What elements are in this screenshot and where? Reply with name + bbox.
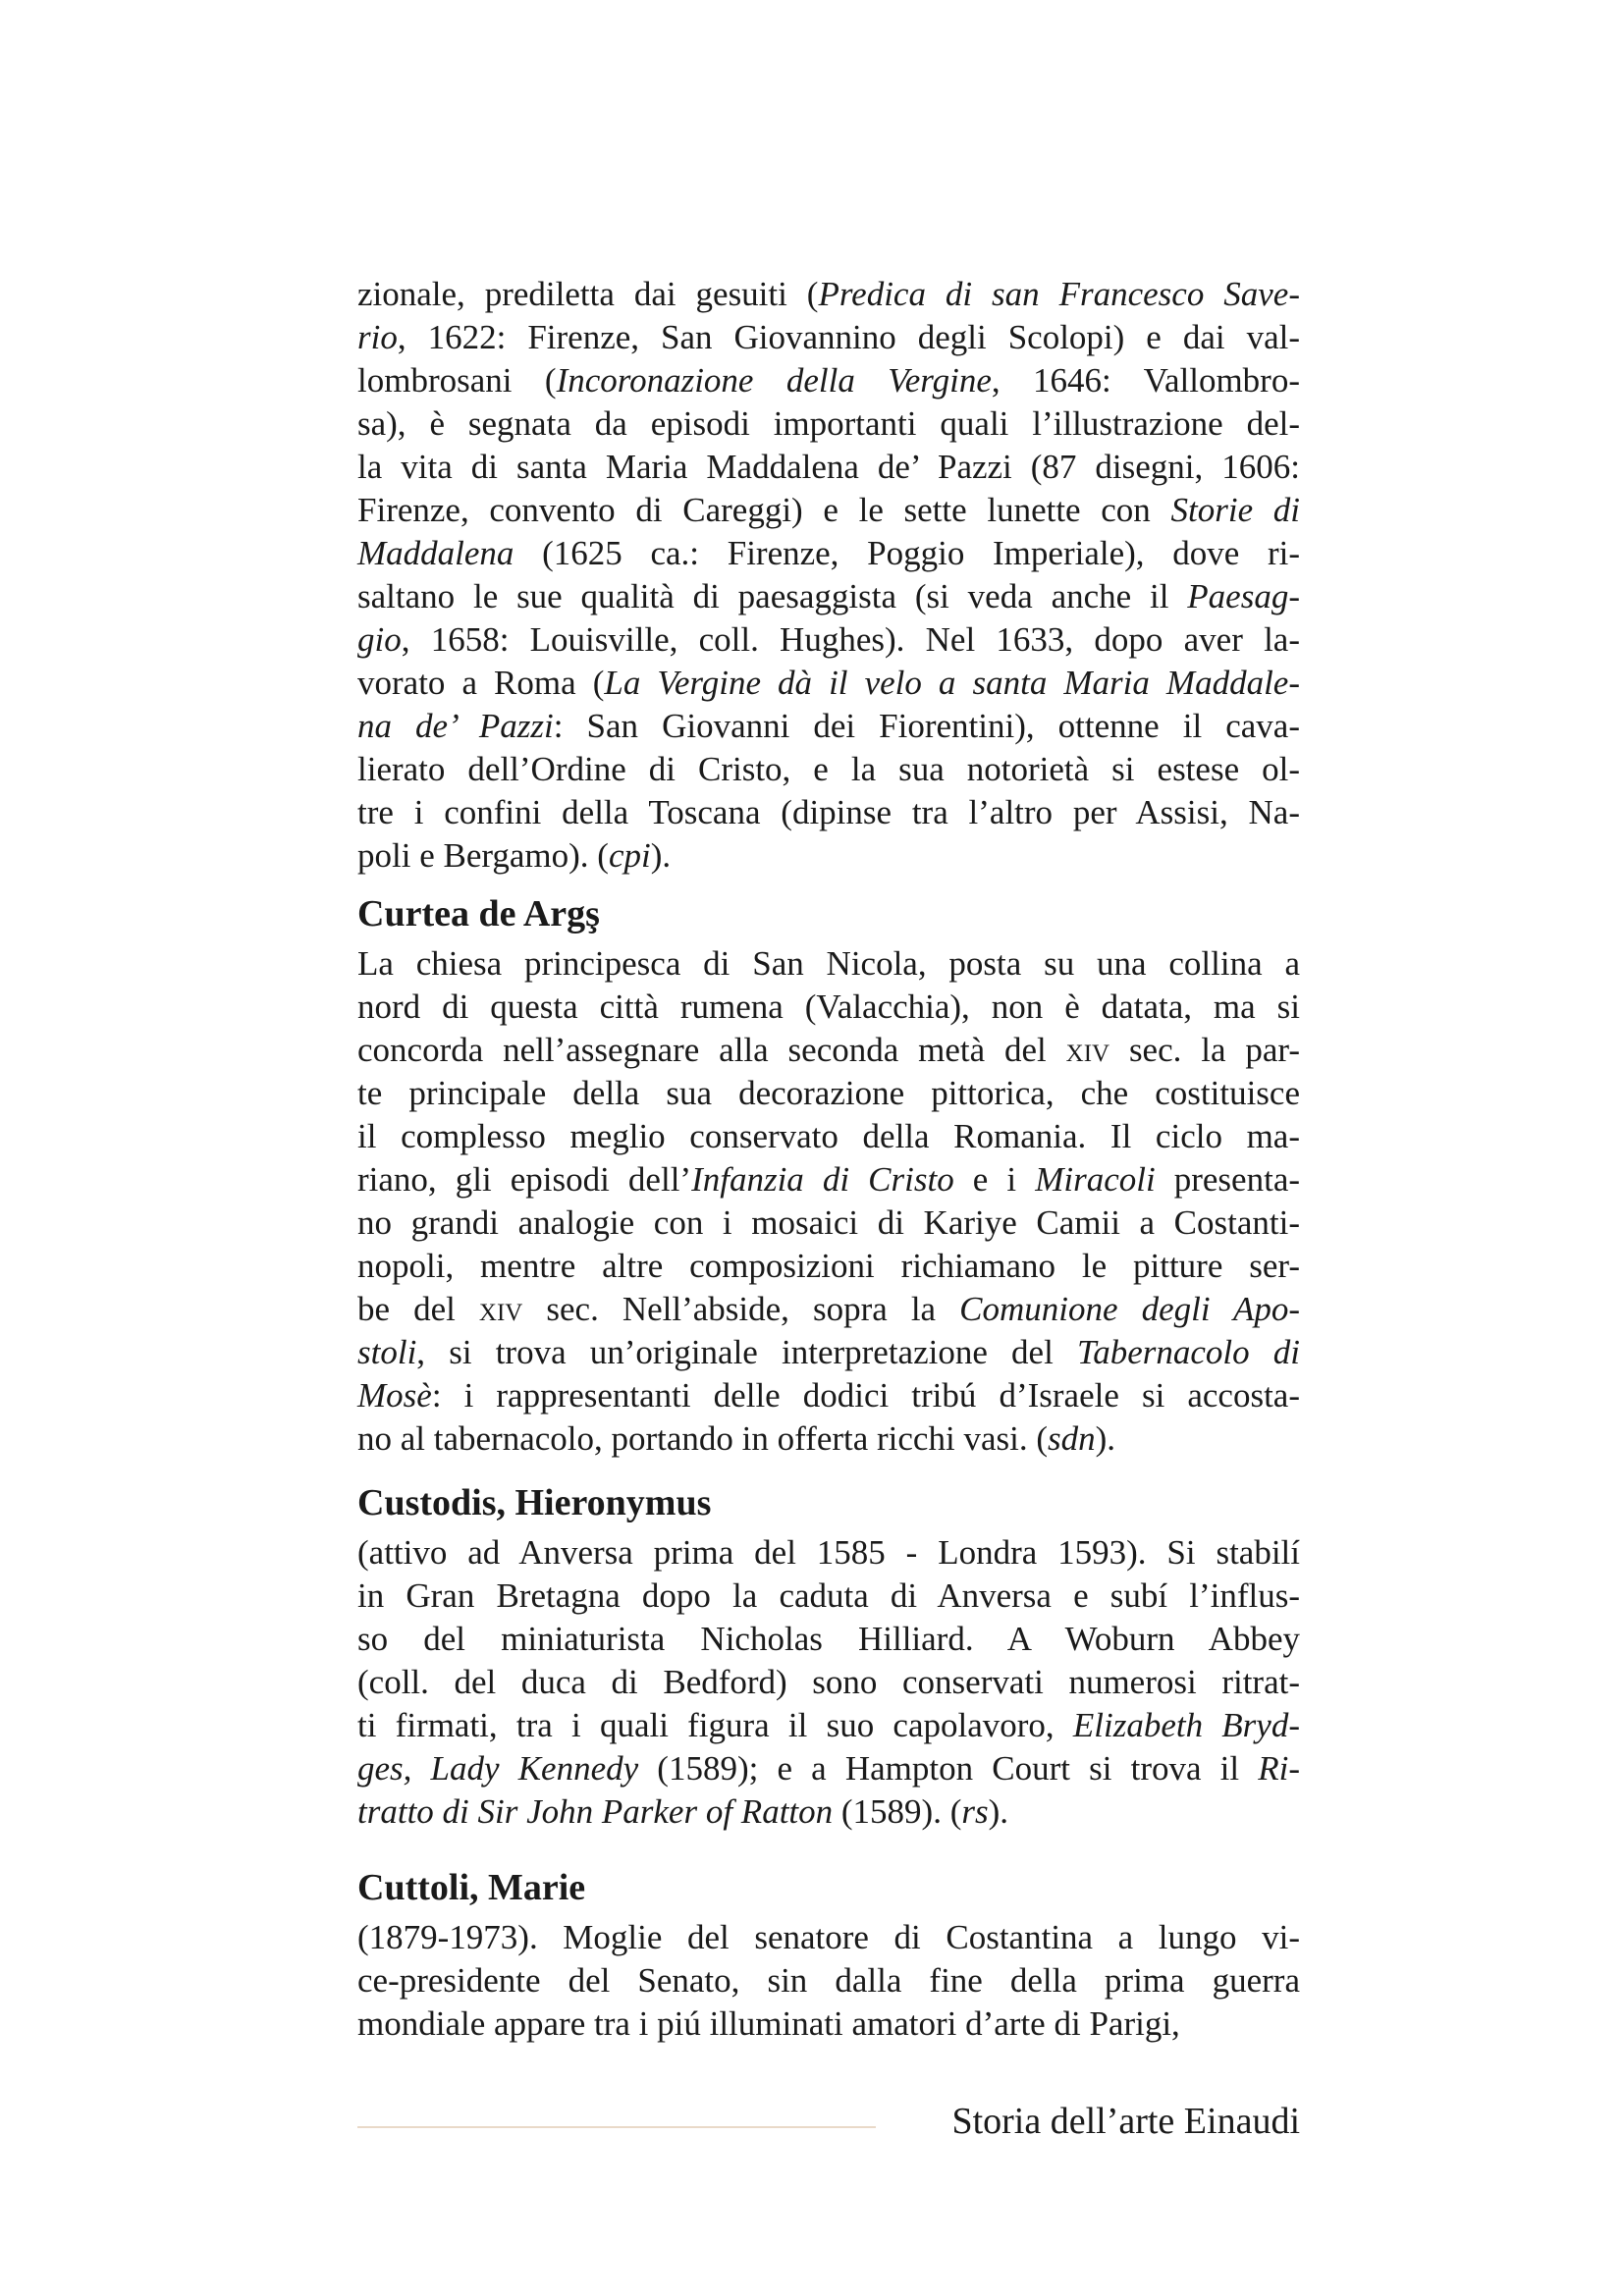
- text-line: La chiesa principesca di San Nicola, posta su una collina a: [357, 944, 1300, 983]
- text-line: tratto di Sir John Parker of Ratton (1589). (rs).: [357, 1792, 1009, 1831]
- text-line: mondiale appare tra i piú illuminati amatori d’arte di Parigi,: [357, 2004, 1180, 2043]
- italic-title: Ri-: [1258, 1749, 1301, 1788]
- italic-title: na de’ Pazzi: [357, 707, 554, 745]
- text-line: (attivo ad Anversa prima del 1585 - Londra 1593). Si stabilí: [357, 1533, 1300, 1572]
- italic-title: Comunione degli Apo-: [959, 1290, 1301, 1328]
- text-line: poli e Bergamo). (cpi).: [357, 836, 672, 875]
- small-caps-numeral: xiv: [1065, 1031, 1110, 1069]
- entry-title: Cuttoli, Marie: [357, 1867, 586, 1908]
- italic-title: cpi: [608, 836, 651, 875]
- text-line: saltano le sue qualità di paesaggista (si veda anche il Paesag-: [357, 577, 1300, 615]
- entry-body: [357, 942, 1300, 1461]
- italic-title: Elizabeth Bryd-: [1072, 1706, 1300, 1744]
- text-line: rio, 1622: Firenze, San Giovannino degli Scolopi) e dai val-: [357, 318, 1300, 356]
- footer-rule: [357, 2126, 876, 2128]
- text-line: no al tabernacolo, portando in offerta ricchi vasi. (sdn).: [357, 1419, 1116, 1458]
- text-line: no grandi analogie con i mosaici di Kariye Camii a Costanti-: [357, 1203, 1300, 1242]
- entry-body: [357, 1531, 1300, 1834]
- text-line: (1879-1973). Moglie del senatore di Costantina a lungo vi-: [357, 1918, 1300, 1956]
- text-line: be del xiv sec. Nell’abside, sopra la Comunione degli Apo-: [357, 1290, 1301, 1328]
- text-line: sa), è segnata da episodi importanti quali l’illustrazione del-: [357, 404, 1300, 443]
- italic-title: sdn: [1047, 1419, 1096, 1458]
- entry-body: [357, 1916, 1300, 2046]
- text-line: so del miniaturista Nicholas Hilliard. A Woburn Abbey: [357, 1620, 1300, 1658]
- text-line: Mosè: i rappresentanti delle dodici tribú d’Israele si accosta-: [357, 1376, 1300, 1415]
- text-line: riano, gli episodi dell’Infanzia di Cristo e i Miracoli presenta-: [357, 1160, 1301, 1199]
- italic-title: Storie di: [1170, 491, 1301, 529]
- text-line: ges, Lady Kennedy (1589); e a Hampton Court si trova il Ri-: [357, 1749, 1301, 1788]
- text-line: lombrosani (Incoronazione della Vergine, 1646: Vallombro-: [357, 361, 1300, 400]
- italic-title: Incoronazione della Vergine: [556, 361, 992, 400]
- text-line: Maddalena (1625 ca.: Firenze, Poggio Imperiale), dove ri-: [357, 534, 1300, 572]
- text-line: concorda nell’assegnare alla seconda metà del xiv sec. la par-: [357, 1031, 1301, 1069]
- italic-title: rs: [961, 1792, 989, 1831]
- continuation-paragraph: [357, 273, 1300, 878]
- text-line: ti firmati, tra i quali figura il suo capolavoro, Elizabeth Bryd-: [357, 1706, 1300, 1744]
- italic-title: Miracoli: [1035, 1160, 1156, 1199]
- text-line: nopoli, mentre altre composizioni richiamano le pitture ser-: [357, 1247, 1300, 1285]
- text-line: nord di questa città rumena (Valacchia), non è datata, ma si: [357, 988, 1300, 1026]
- text-line: il complesso meglio conservato della Romania. Il ciclo ma-: [357, 1117, 1300, 1155]
- small-caps-numeral: xiv: [478, 1290, 523, 1328]
- italic-title: tratto di Sir John Parker of Ratton: [357, 1792, 834, 1831]
- italic-title: ges, Lady Kennedy: [357, 1749, 639, 1788]
- entry-custodis-hieronymus: [357, 1480, 1300, 1834]
- text-line: gio, 1658: Louisville, coll. Hughes). Nel 1633, dopo aver la-: [357, 620, 1300, 659]
- italic-title: Tabernacolo di: [1076, 1333, 1301, 1371]
- italic-title: Maddalena: [357, 534, 514, 572]
- text-line: te principale della sua decorazione pittorica, che costituisce: [357, 1074, 1300, 1112]
- text-line: zionale, prediletta dai gesuiti (Predica di san Francesco Save-: [357, 275, 1300, 313]
- entry-title: Curtea de Argş: [357, 893, 600, 934]
- italic-title: Predica di san Francesco Save-: [818, 275, 1300, 313]
- text-line: ce-presidente del Senato, sin dalla fine della prima guerra: [357, 1961, 1300, 2000]
- footer-label: Storia dell’arte Einaudi: [951, 2101, 1300, 2142]
- entry-curtea-de-arges: [357, 891, 1300, 1461]
- text-line: stoli, si trova un’originale interpretazione del Tabernacolo di: [357, 1333, 1301, 1371]
- italic-title: Infanzia di Cristo: [691, 1160, 954, 1199]
- text-line: Firenze, convento di Careggi) e le sette lunette con Storie di: [357, 491, 1301, 529]
- italic-title: La Vergine dà il velo a santa Maria Maddale-: [604, 664, 1300, 702]
- text-line: la vita di santa Maria Maddalena de’ Pazzi (87 disegni, 1606:: [357, 448, 1300, 486]
- text-line: na de’ Pazzi: San Giovanni dei Fiorentini), ottenne il cava-: [357, 707, 1300, 745]
- text-line: tre i confini della Toscana (dipinse tra l’altro per Assisi, Na-: [357, 793, 1300, 831]
- italic-title: Paesag-: [1187, 577, 1300, 615]
- italic-title: gio: [357, 620, 402, 659]
- text-line: (coll. del duca di Bedford) sono conservati numerosi ritrat-: [357, 1663, 1300, 1701]
- italic-title: Mosè: [357, 1376, 432, 1415]
- entry-title: Custodis, Hieronymus: [357, 1482, 712, 1523]
- text-line: vorato a Roma (La Vergine dà il velo a santa Maria Maddale-: [357, 664, 1300, 702]
- italic-title: stoli: [357, 1333, 417, 1371]
- text-line: lierato dell’Ordine di Cristo, e la sua notorietà si estese ol-: [357, 750, 1300, 788]
- italic-title: rio: [357, 318, 398, 356]
- entry-cuttoli-marie: [357, 1865, 1300, 2046]
- text-line: in Gran Bretagna dopo la caduta di Anversa e subí l’influs-: [357, 1576, 1300, 1615]
